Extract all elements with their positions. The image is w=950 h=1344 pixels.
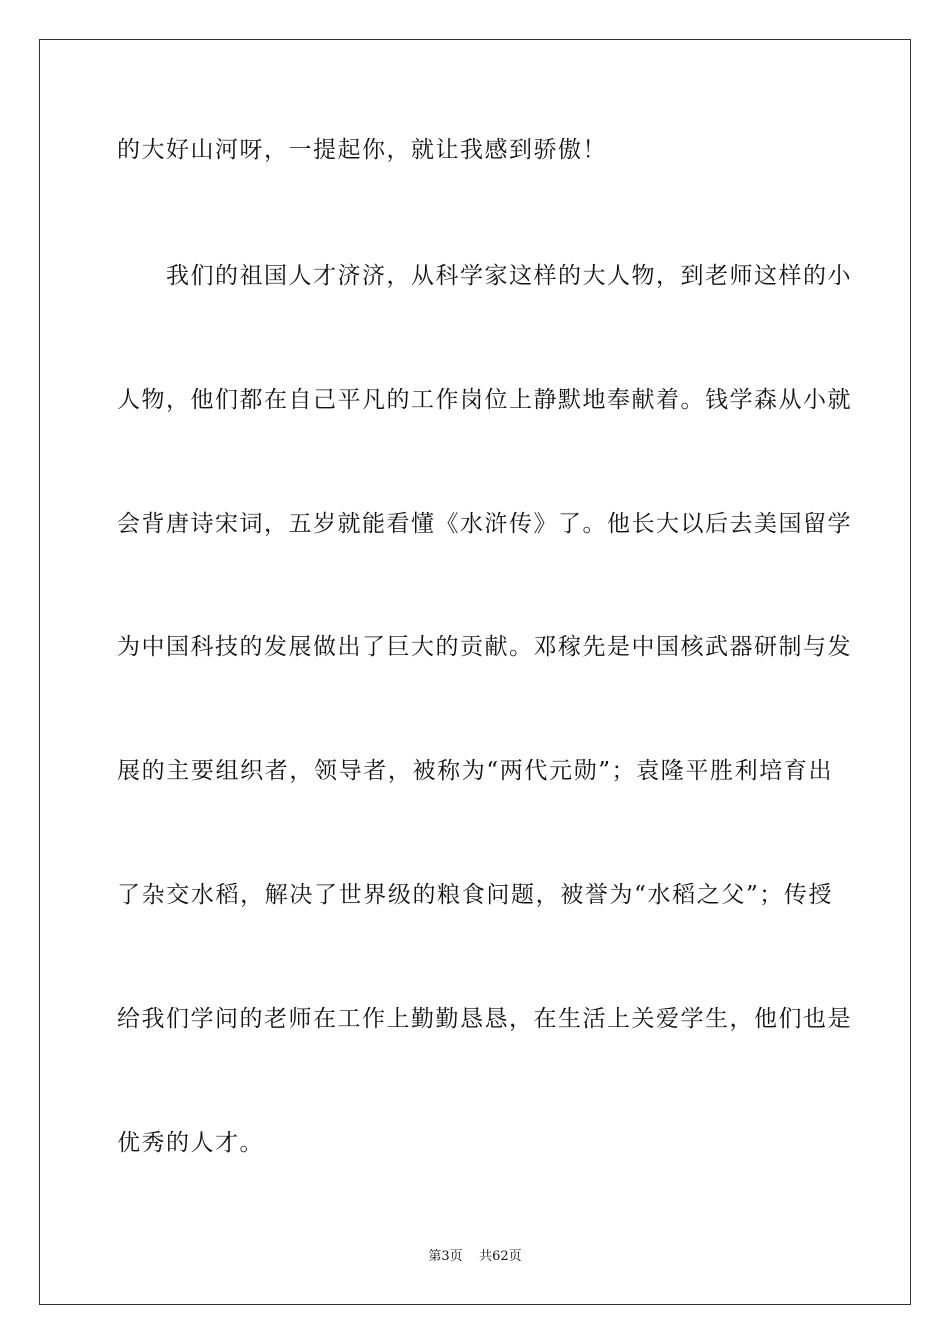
text-line: 了杂交水稻，解决了世界级的粮食问题，被誉为“水稻之父”；传授	[117, 882, 833, 908]
text-line: 给我们学问的老师在工作上勤勤恳恳，在生活上关爱学生，他们也是	[117, 1006, 852, 1032]
text-line: 优秀的人才。	[117, 1130, 264, 1156]
text-line: 为中国科技的发展做出了巨大的贡献。邓稼先是中国核武器研制与发	[117, 634, 852, 660]
text-line: 会背唐诗宋词，五岁就能看懂《水浒传》了。他长大以后去美国留学	[117, 511, 852, 537]
page-number: 第3页	[428, 1249, 463, 1264]
text-line: 展的主要组织者，领导者，被称为“两代元勋”；袁隆平胜利培育出	[117, 758, 833, 784]
text-line: 我们的祖国人才济济，从科学家这样的大人物，到老师这样的小	[117, 263, 852, 289]
page-total: 共62页	[479, 1249, 522, 1264]
text-line: 的大好山河呀，一提起你，就让我感到骄傲！	[117, 137, 607, 163]
page-border	[39, 39, 911, 1305]
text-line: 人物，他们都在自己平凡的工作岗位上静默地奉献着。钱学森从小就	[117, 387, 852, 413]
page-footer	[0, 1248, 950, 1266]
